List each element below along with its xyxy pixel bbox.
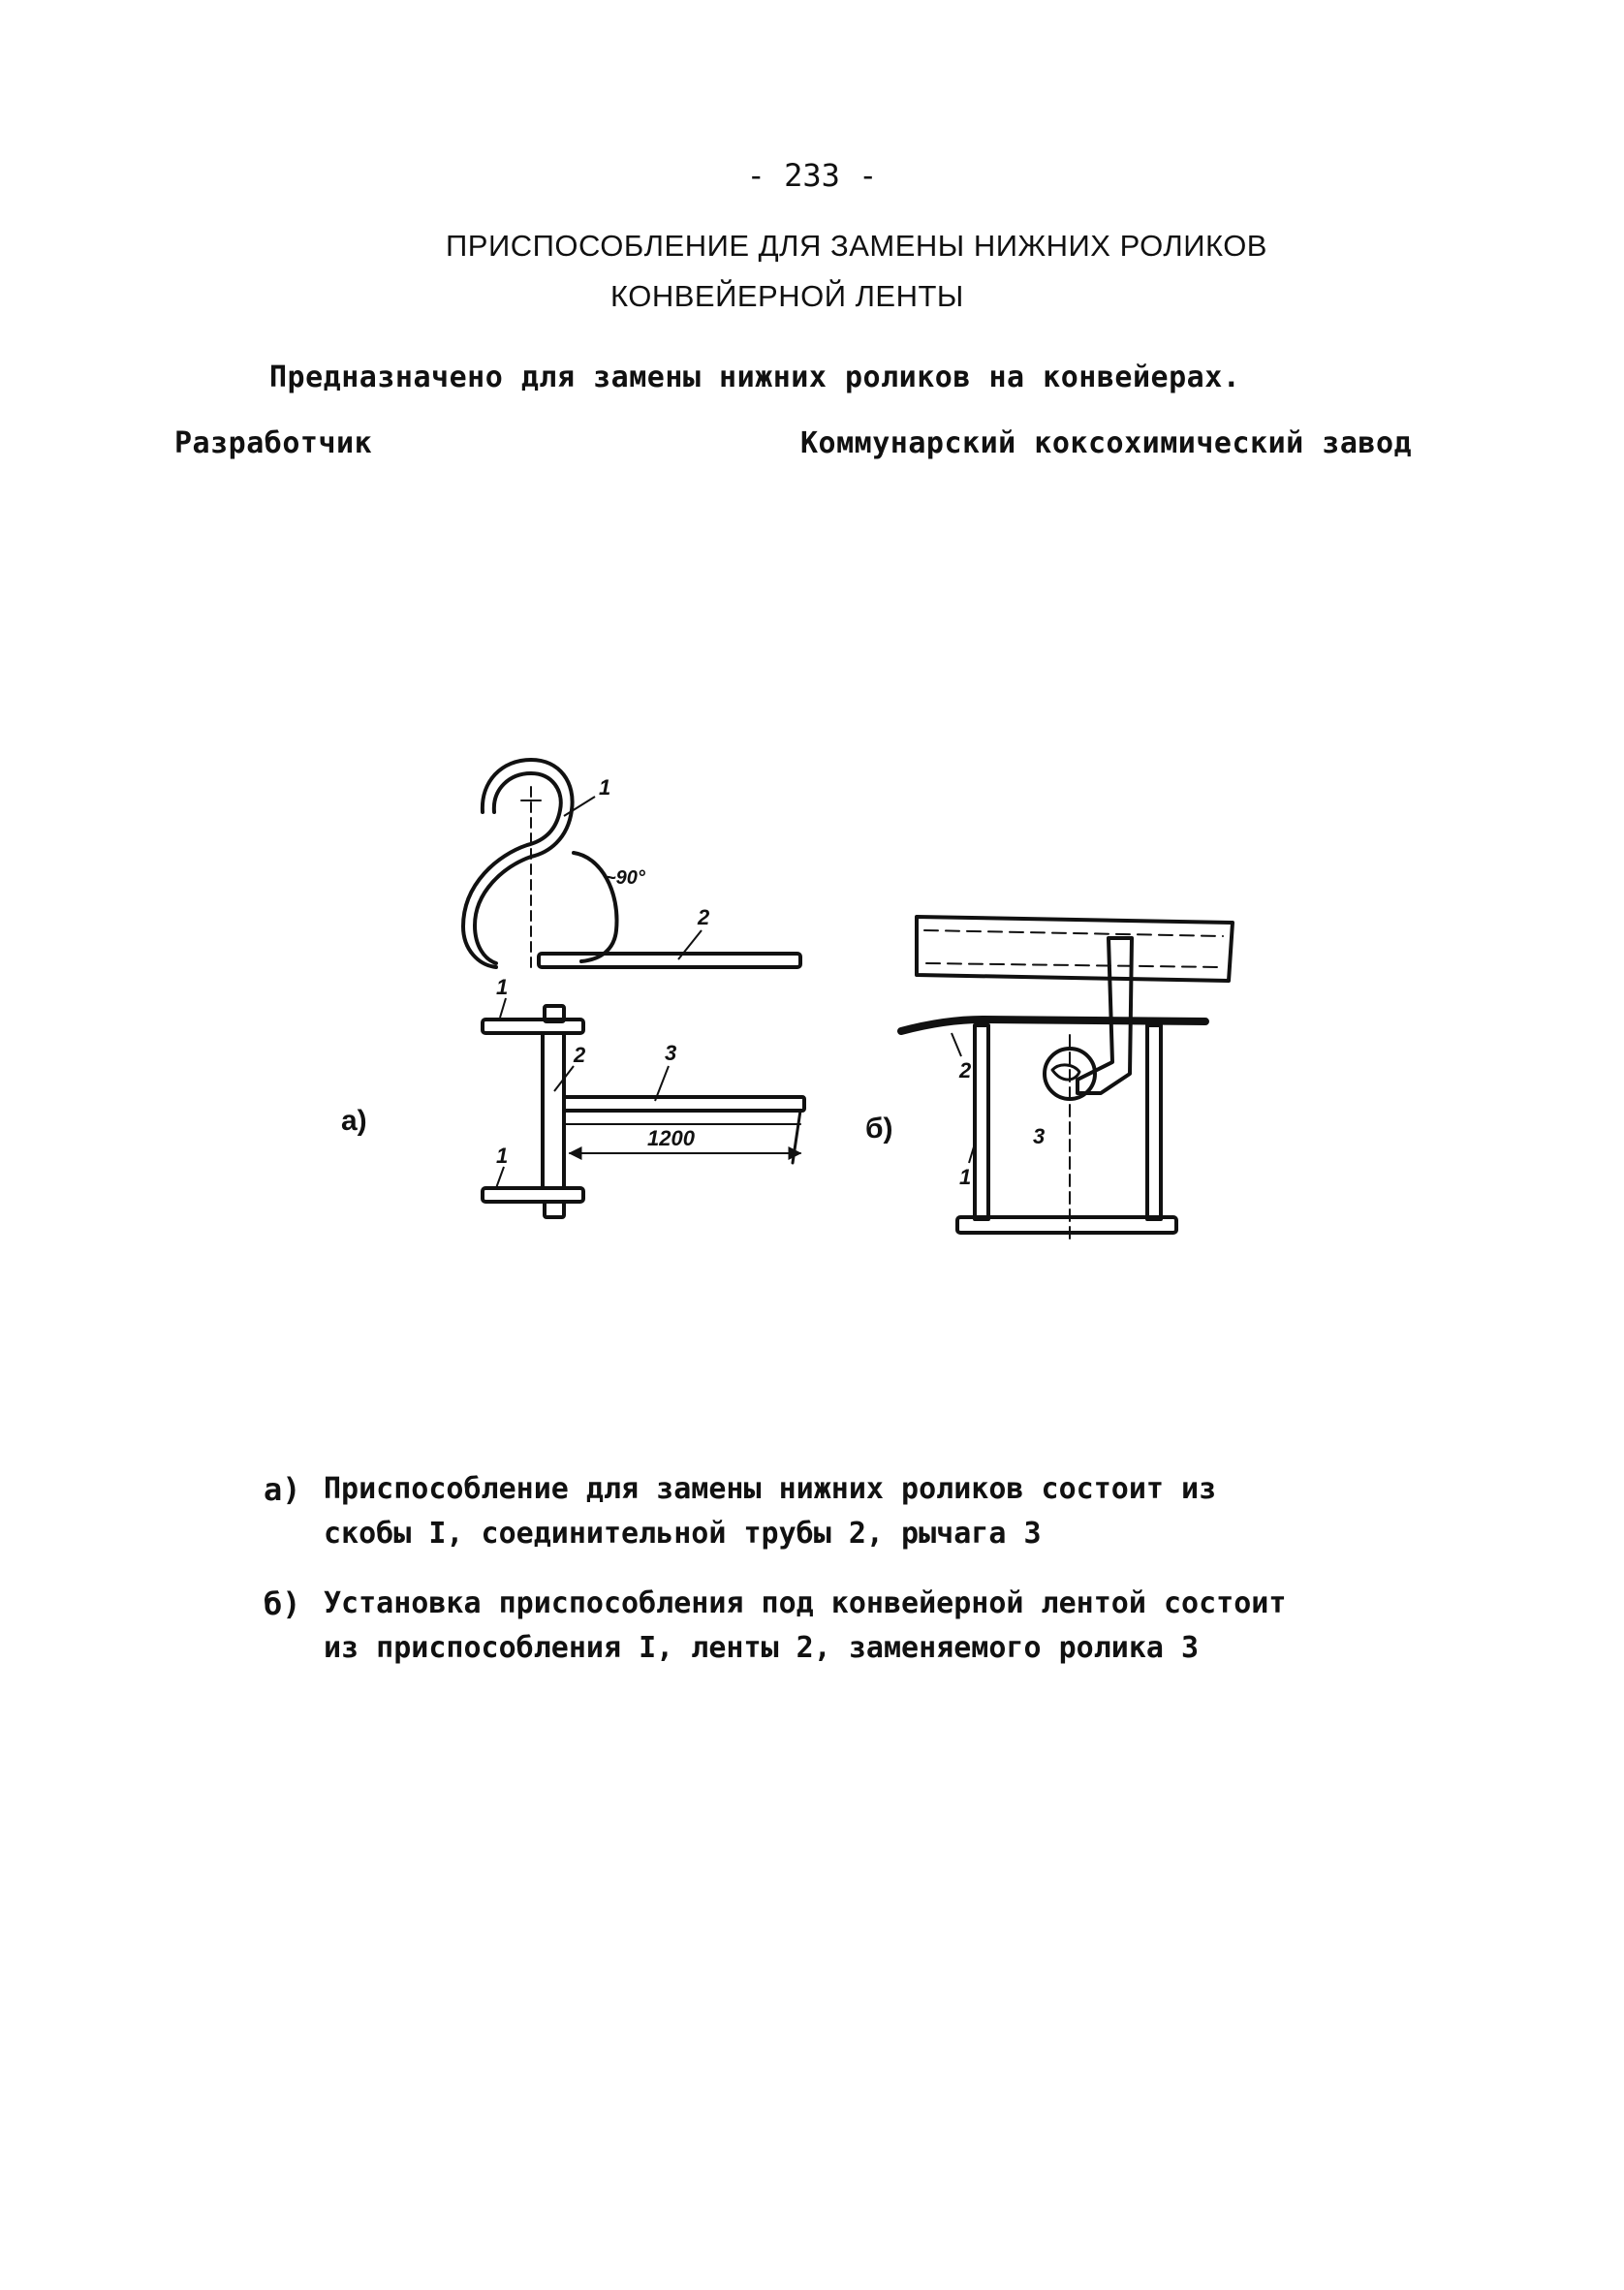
- vertical-lever: [1077, 938, 1132, 1093]
- callout-a-5: 3: [665, 1041, 677, 1065]
- angle-label: ~90°: [605, 867, 645, 889]
- callout-a-3: 1: [496, 975, 509, 999]
- lever-end: [793, 1111, 800, 1163]
- lower-clamp: [483, 1188, 583, 1202]
- left-support: [975, 1025, 988, 1219]
- right-support: [1147, 1025, 1161, 1219]
- rod-2: [539, 954, 800, 967]
- frame-hatch: [924, 930, 1223, 967]
- lever-3: [564, 1097, 804, 1111]
- callout-b-3: 3: [1033, 1124, 1046, 1148]
- callout-a-1: 1: [599, 775, 611, 800]
- developer-value: Коммунарский коксохимический завод: [800, 426, 1413, 460]
- callout-b-2: 2: [959, 1058, 972, 1082]
- conveyor-frame: [917, 917, 1233, 981]
- caption-b-marker: б): [264, 1585, 301, 1622]
- purpose-text: Предназначено для замены нижних роликов на конвейерах.: [269, 361, 1241, 394]
- figure-label-b: б): [865, 1113, 893, 1145]
- vertical-tube: [543, 1033, 564, 1188]
- caption-b-text: Установка приспособления под конвейерной лентой состоит из приспособления I, ленты 2, заменяемого ролика 3: [324, 1586, 1287, 1665]
- callout-b-1: 1: [959, 1165, 972, 1189]
- roller-detail: [1052, 1065, 1079, 1080]
- callout-a-6: 1: [496, 1144, 509, 1168]
- figure-label-a: а): [341, 1105, 367, 1137]
- dimension-label: 1200: [647, 1126, 695, 1150]
- callout-a-2: 2: [698, 905, 710, 929]
- callout-a-4: 2: [574, 1043, 586, 1067]
- upper-clamp: [483, 1020, 583, 1033]
- title-line-2: КОНВЕЙЕРНОЙ ЛЕНТЫ: [610, 279, 964, 313]
- title-line-1: ПРИСПОСОБЛЕНИЕ ДЛЯ ЗАМЕНЫ НИЖНИХ РОЛИКОВ: [446, 229, 1267, 263]
- page-number: - 233 -: [746, 157, 878, 194]
- caption-a-marker: а): [264, 1471, 301, 1508]
- bottom-bolt: [545, 1202, 564, 1217]
- developer-label: Разработчик: [174, 426, 373, 460]
- caption-a-text: Приспособление для замены нижних роликов состоит из скобы I, соединительной трубы 2, рычага 3: [324, 1472, 1217, 1551]
